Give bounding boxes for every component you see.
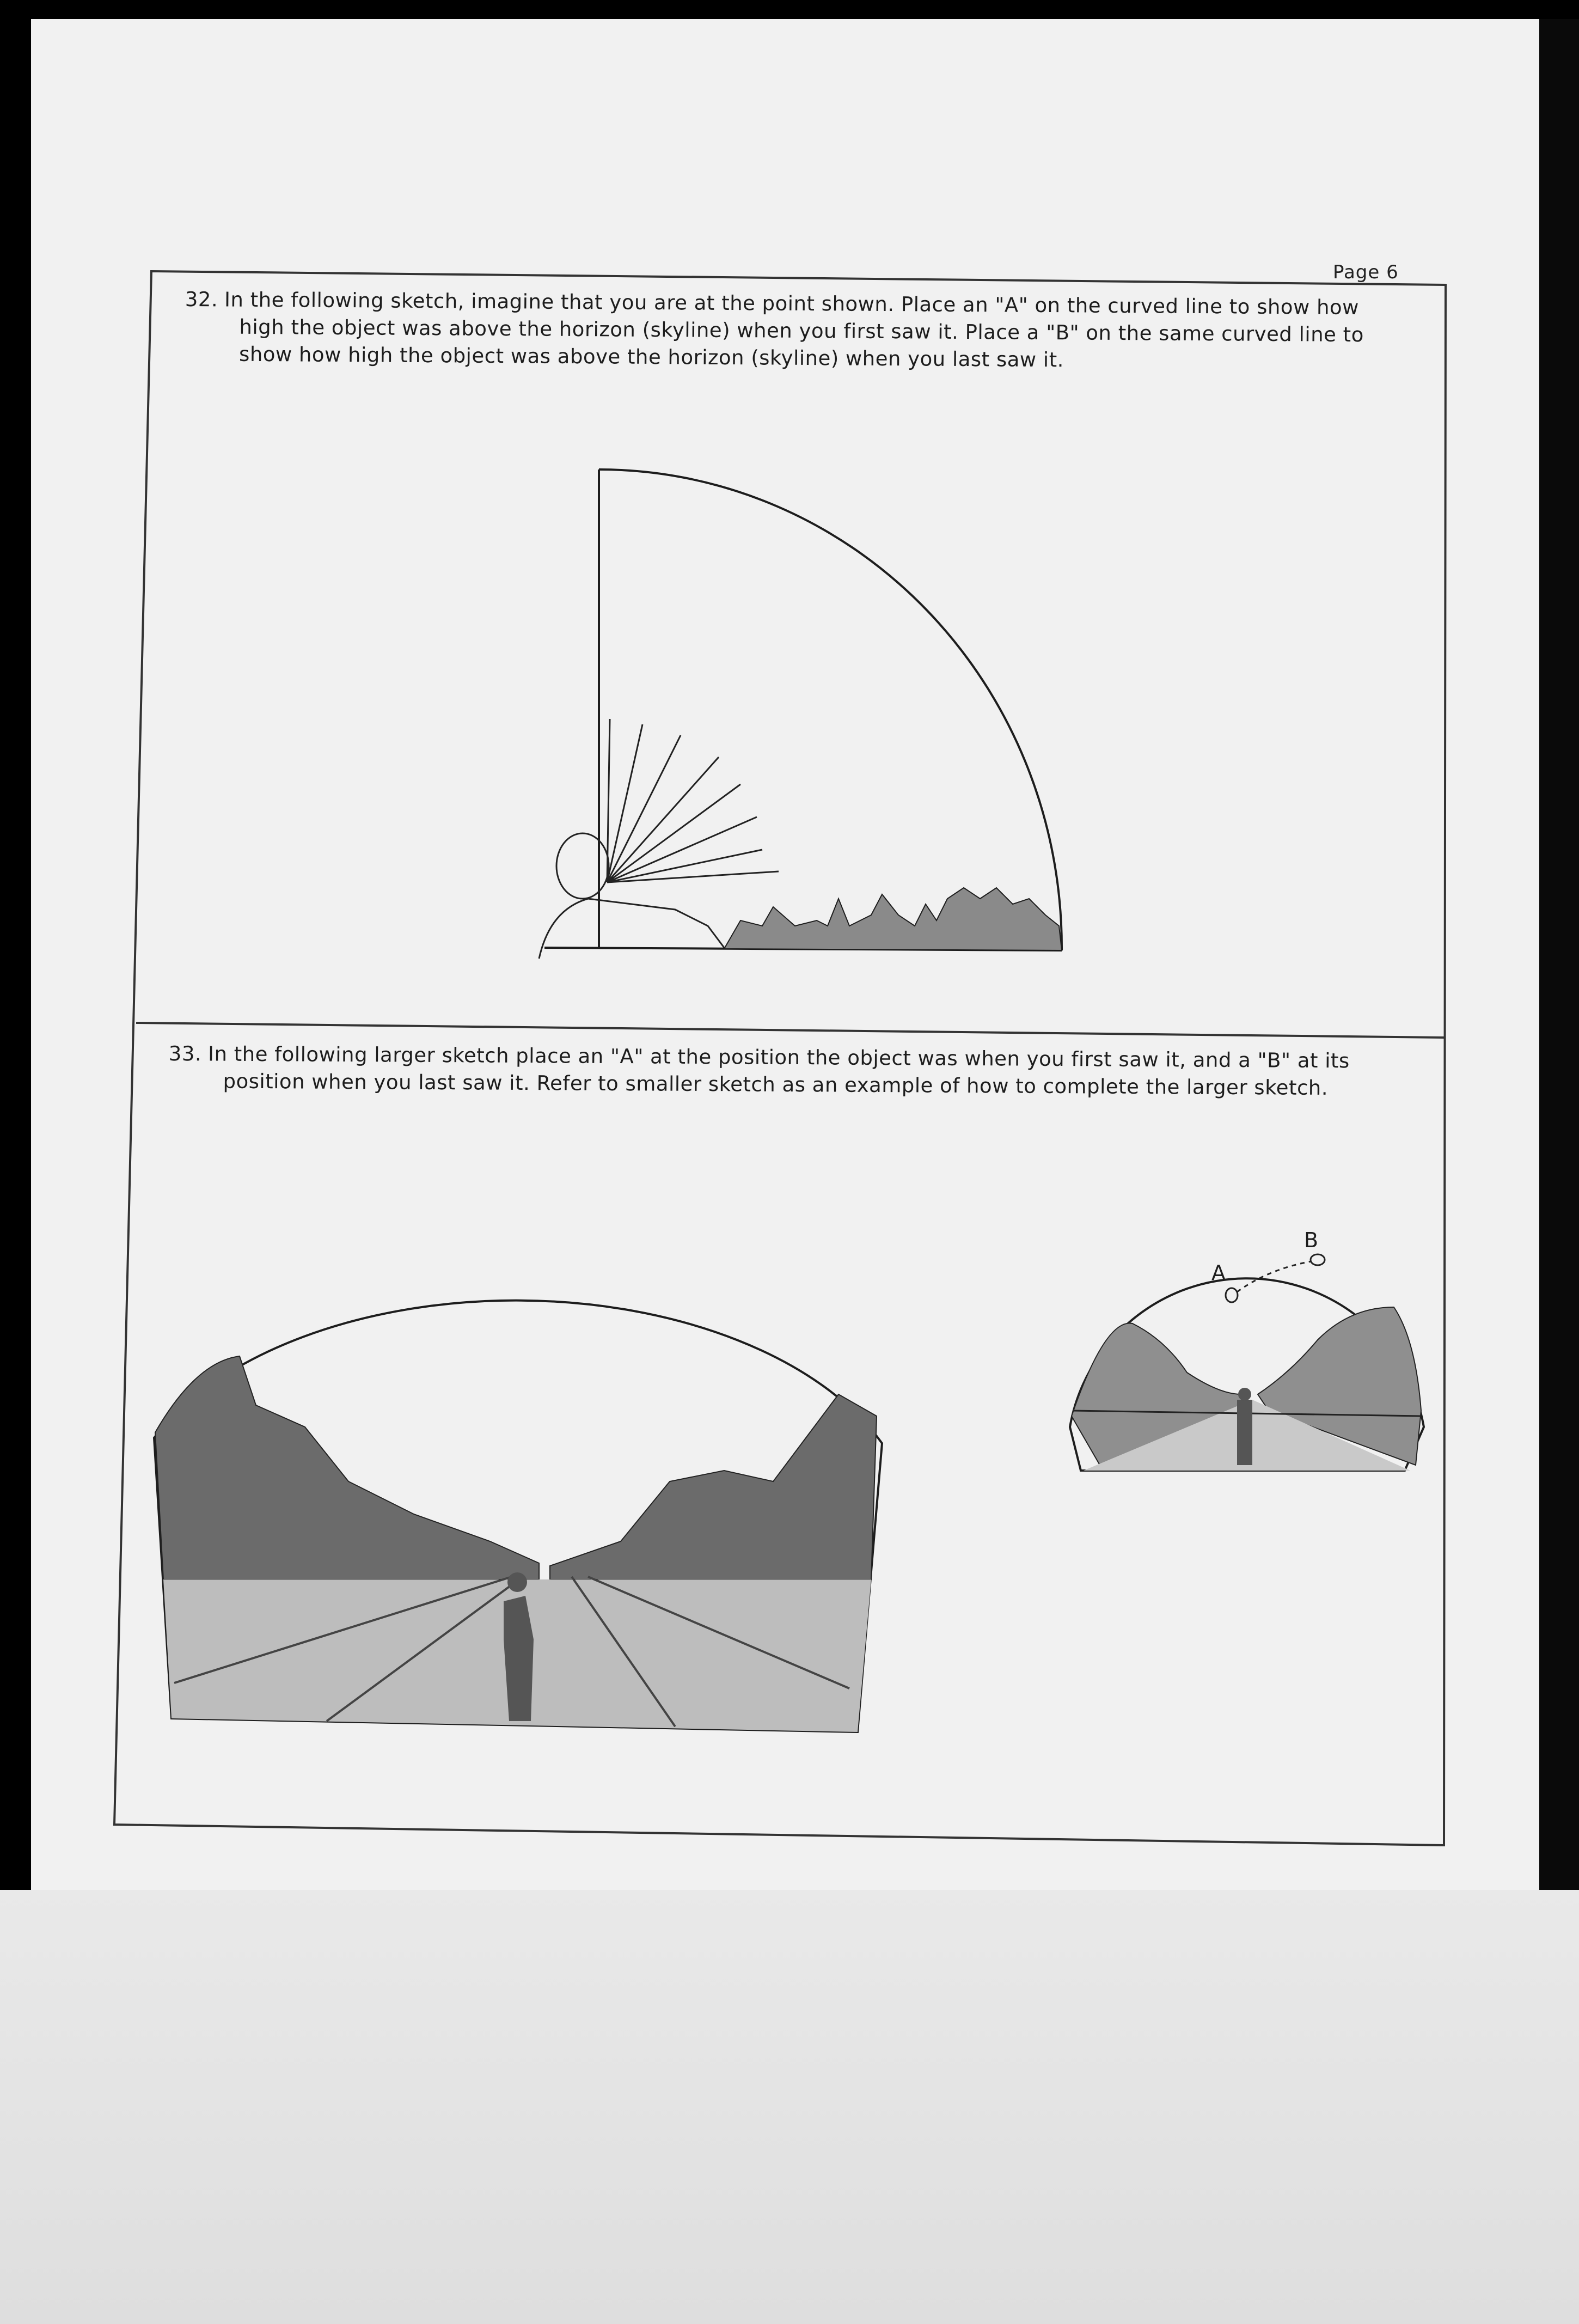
example-label-a: A [1211, 1261, 1226, 1285]
example-point-b [1311, 1254, 1325, 1265]
question-32-line-2: high the object was above the horizon (skyline) when you first saw it. Place a "B" on the same curved line to [239, 315, 1364, 347]
question-32-line-1: In the following sketch, imagine that you are at the point shown. Place an "A" on the curved line to show how [224, 288, 1360, 320]
question-32-line-3: show how high the object was above the horizon (skyline) when you last saw it. [238, 342, 1064, 372]
question-33-line-2: position when you last saw it. Refer to smaller sketch as an example of how to complete the larger sketch. [223, 1069, 1329, 1100]
example-dome-sketch [1070, 1254, 1424, 1471]
question-33-line-1: In the following larger sketch place an "A" at the position the object was when you first saw it, and a "B" at its [207, 1042, 1350, 1073]
question-32-text [185, 286, 1437, 376]
question-33-number: 33. [168, 1042, 202, 1066]
question-32-number: 32. [185, 287, 218, 312]
large-street-sketch [154, 1301, 882, 1732]
example-label-b: B [1304, 1228, 1319, 1252]
question-33-text [168, 1040, 1448, 1102]
skyline-trees-buildings [724, 888, 1062, 950]
page-number: Page 6 [1333, 261, 1399, 283]
question-divider [136, 1023, 1445, 1038]
quarter-circle-sketch [544, 469, 1062, 950]
